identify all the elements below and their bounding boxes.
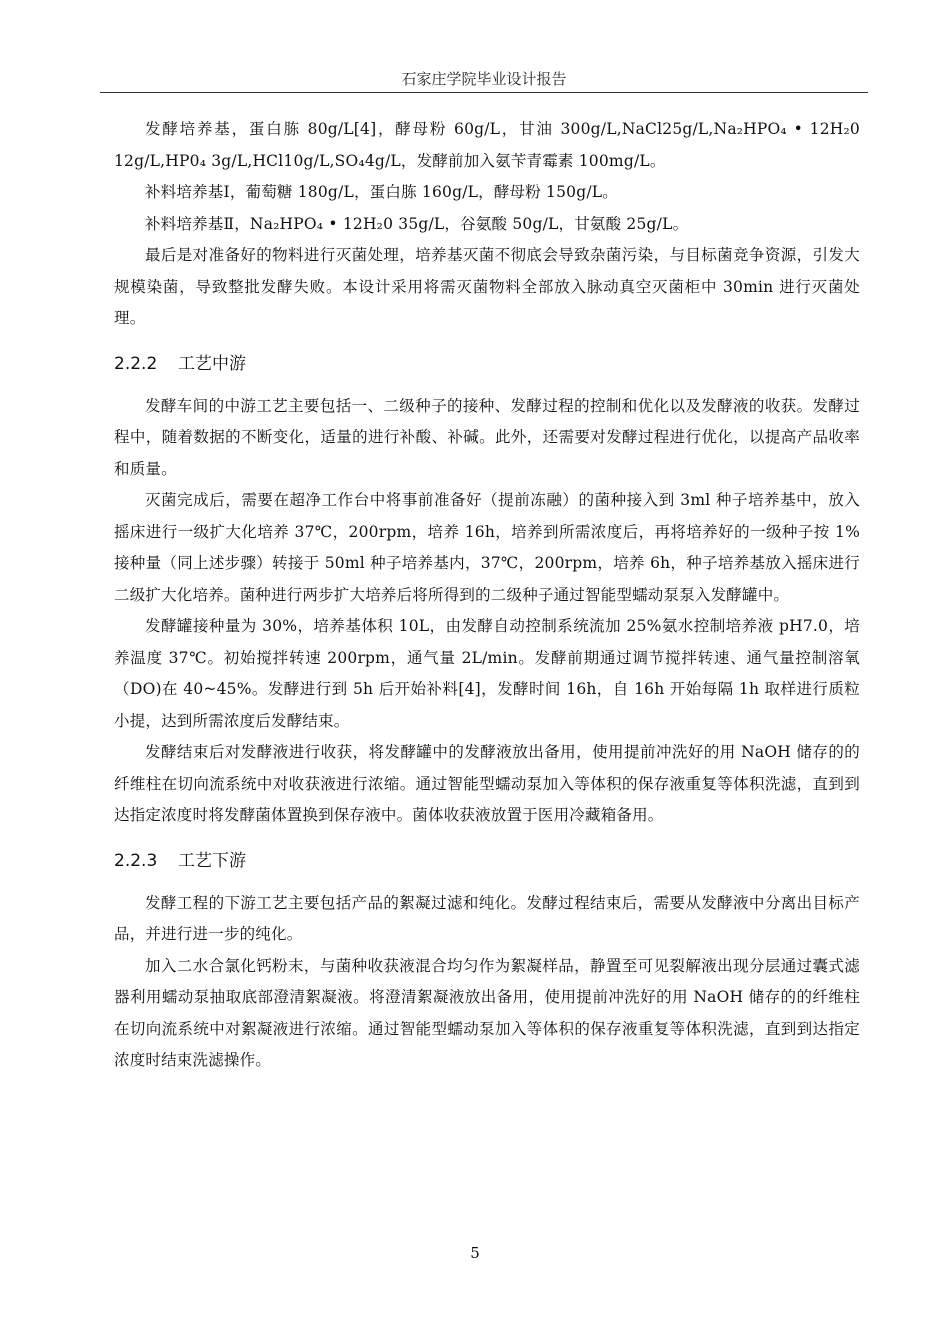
paragraph-seed-culture: 灭菌完成后，需要在超净工作台中将事前准备好（提前冻融）的菌种接入到 3ml 种子培养基中，放入摇床进行一级扩大化培养 37℃，200rpm，培养 16h，培养到所需浓度后，再将培养好的一级种子按 1%接种量（同上述步骤）转接于 50ml 种子培养基内，37℃，200rpm，培养 6h，种子培养基放入摇床进行二级扩大化培养。菌种进行两步扩大培养后将所得到的二级种子通过智能型蠕动泵泵入发酵罐中。 bbox=[114, 491, 860, 604]
paragraph-feed-medium-1: 补料培养基Ⅰ，葡萄糖 180g/L，蛋白胨 160g/L，酵母粉 150g/L。 bbox=[145, 183, 618, 201]
paragraph-harvest: 发酵结束后对发酵液进行收获，将发酵罐中的发酵液放出备用，使用提前冲洗好的用 NaOH 储存的的纤维柱在切向流系统中对收获液进行浓缩。通过智能型蠕动泵加入等体积的保存液重复等体积洗滤，直到到达指定浓度时将发酵菌体置换到保存液中。菌体收获液放置于医用冷藏箱备用。 bbox=[114, 743, 860, 824]
paragraph-fermenter-conditions: 发酵罐接种量为 30%，培养基体积 10L，由发酵自动控制系统流加 25%氨水控制培养液 pH7.0，培养温度 37℃。初始搅拌转速 200rpm，通气量 2L/min。发酵前期通过调节搅拌转速、通气量控制溶氧（DO)在 40~45%。发酵进行到 5h 后开始补料[4]，发酵时间 16h，自 16h 开始每隔 1h 取样进行质粒小提，达到所需浓度后发酵结束。 bbox=[114, 617, 860, 730]
paragraph-feed-medium-2: 补料培养基Ⅱ，Na₂HPO₄ • 12H₂0 35g/L，谷氨酸 50g/L，甘氨酸 25g/L。 bbox=[145, 214, 689, 233]
section-number: 2.2.2 bbox=[114, 353, 158, 374]
paragraph-downstream-intro: 发酵工程的下游工艺主要包括产品的絮凝过滤和纯化。发酵过程结束后，需要从发酵液中分离出目标产品，并进行进一步的纯化。 bbox=[114, 893, 860, 943]
section-title: 工艺下游 bbox=[178, 850, 246, 871]
section-number: 2.2.3 bbox=[114, 850, 158, 871]
paragraph-sterilization: 最后是对准备好的物料进行灭菌处理，培养基灭菌不彻底会导致杂菌污染，与目标菌竞争资源，引发大规模染菌，导致整批发酵失败。本设计采用将需灭菌物料全部放入脉动真空灭菌柜中 30min 进行灭菌处理。 bbox=[114, 246, 860, 327]
page-number: 5 bbox=[470, 1244, 480, 1262]
section-heading-2-2-3 bbox=[114, 846, 860, 876]
body-text bbox=[114, 114, 860, 1077]
paragraph-fermentation-medium: 发酵培养基，蛋白胨 80g/L[4]，酵母粉 60g/L，甘油 300g/L,NaCl25g/L,Na₂HPO₄ • 12H₂0 12g/L,HP0₄ 3g/L,HCl10g/L,SO₄4g/L，发酵前加入氨苄青霉素 100mg/L。 bbox=[114, 120, 860, 170]
running-header: 石家庄学院毕业设计报告 bbox=[401, 70, 567, 88]
paragraph-flocculation: 加入二水合氯化钙粉末，与菌种收获液混合均匀作为絮凝样品，静置至可见裂解液出现分层通过囊式滤器利用蠕动泵抽取底部澄清絮凝液。将澄清絮凝液放出备用，使用提前冲洗好的用 NaOH 储存的的纤维柱在切向流系统中对絮凝液进行浓缩。通过智能型蠕动泵加入等体积的保存液重复等体积洗滤，直到到达指定浓度时结束洗滤操作。 bbox=[114, 956, 860, 1069]
header-rule bbox=[100, 92, 868, 93]
section-title: 工艺中游 bbox=[178, 353, 246, 374]
paragraph-midstream-intro: 发酵车间的中游工艺主要包括一、二级种子的接种、发酵过程的控制和优化以及发酵液的收获。发酵过程中，随着数据的不断变化，适量的进行补酸、补碱。此外，还需要对发酵过程进行优化，以提高产品收率和质量。 bbox=[114, 396, 860, 478]
section-heading-2-2-2 bbox=[114, 349, 860, 379]
